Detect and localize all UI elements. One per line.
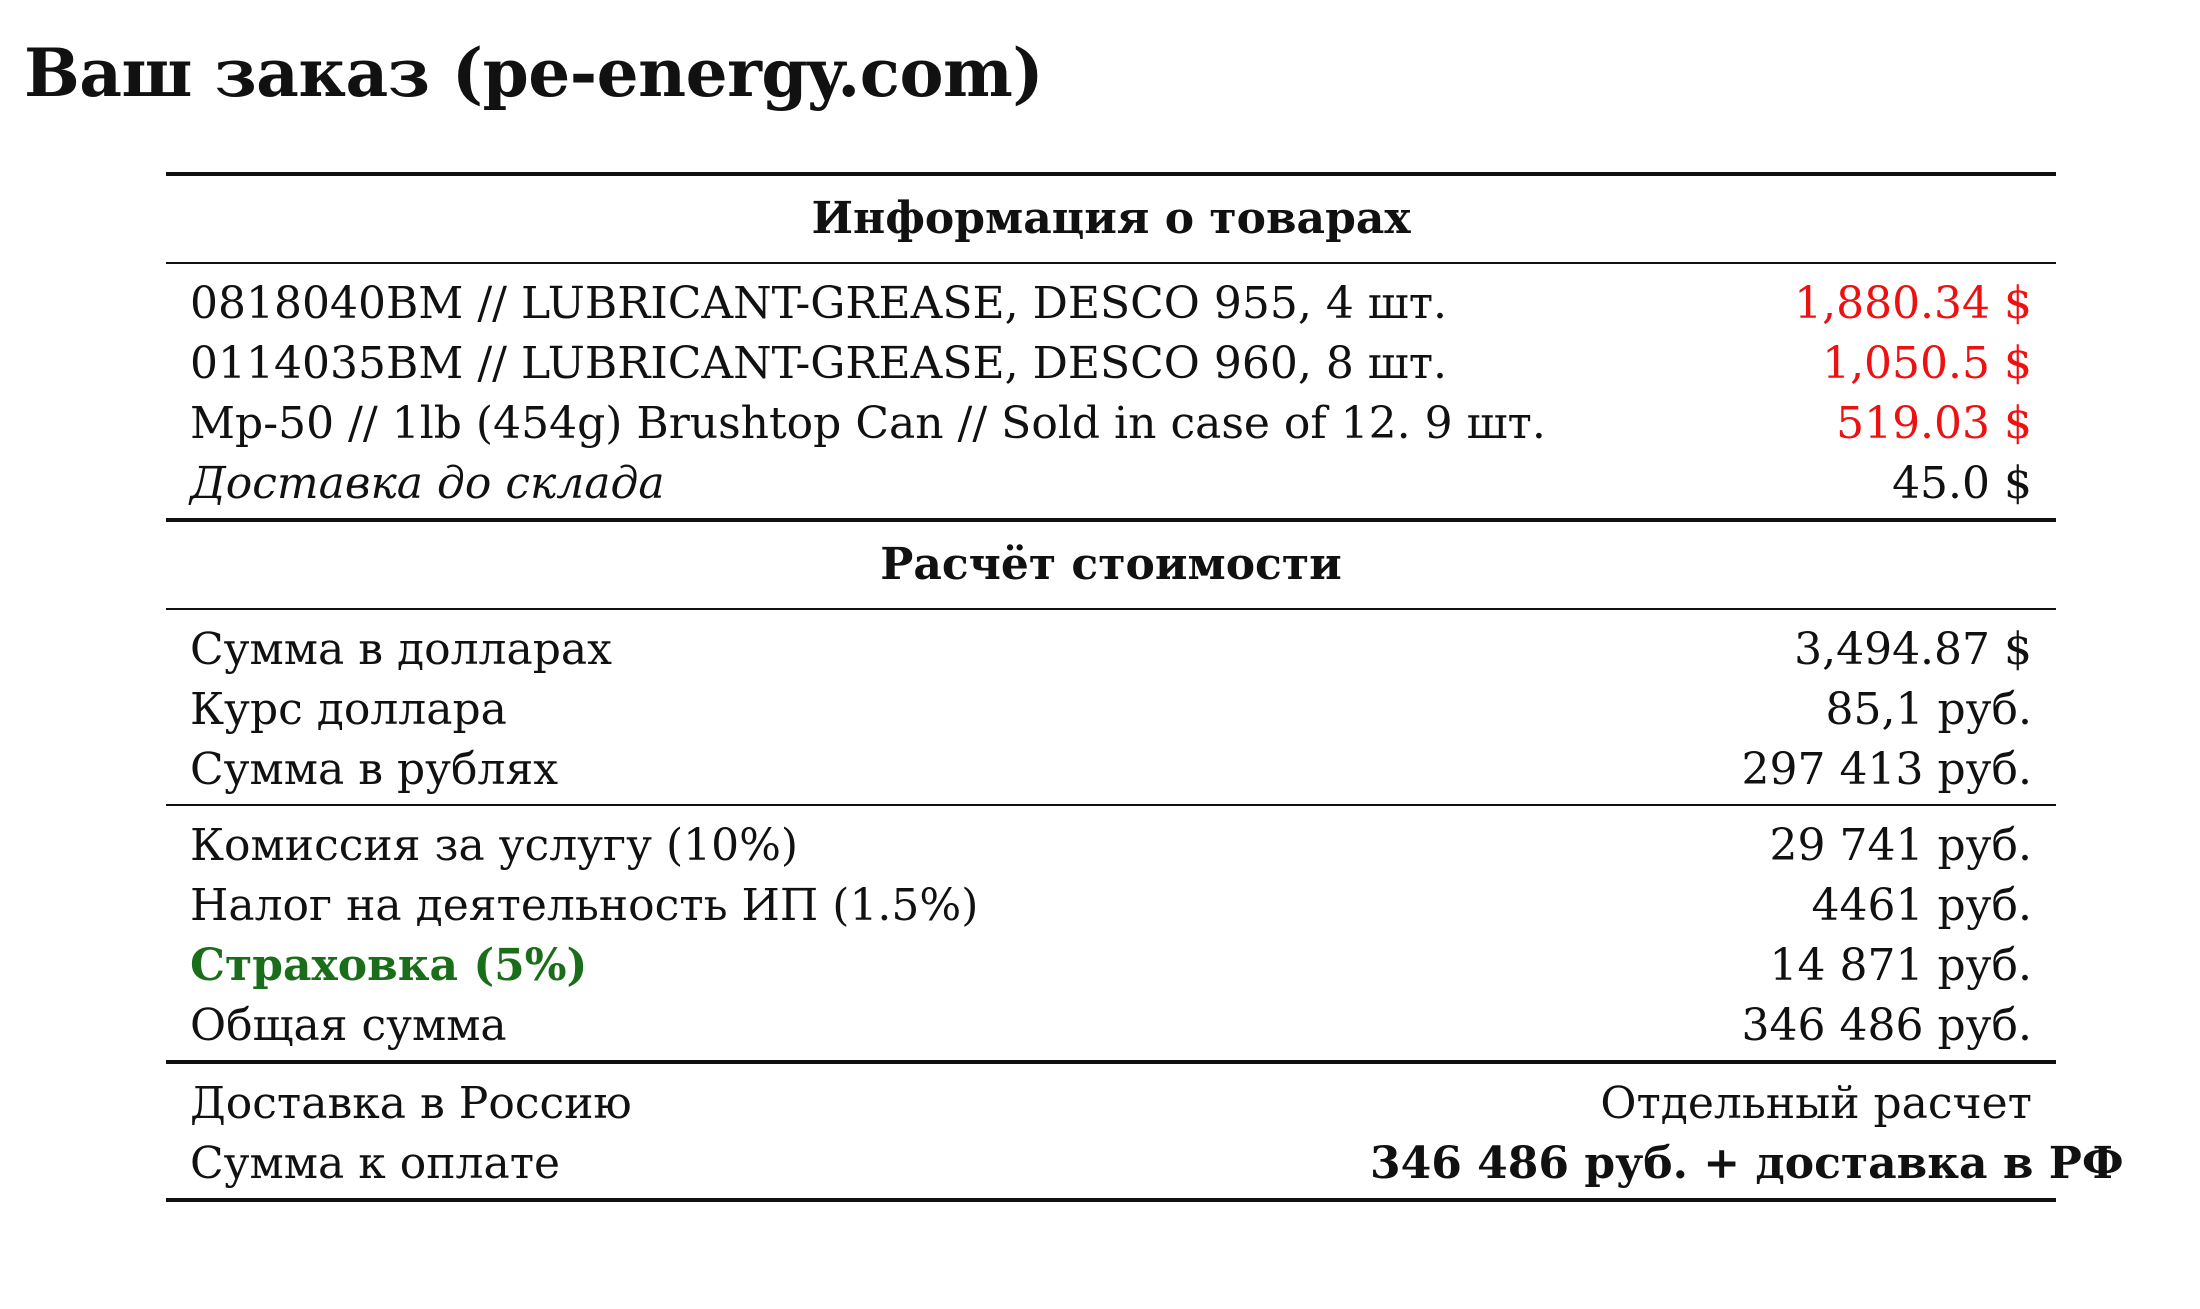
- sum-usd-label: Сумма в долларах: [190, 624, 612, 675]
- commission-label: Комиссия за услугу (10%): [190, 820, 799, 871]
- calc-section-header: Расчёт стоимости: [880, 539, 1342, 590]
- product-label: 0818040BM // LUBRICANT-GREASE, DESCO 955, 4 шт.: [190, 278, 1448, 329]
- product-label: Mp-50 // 1lb (454g) Brushtop Can // Sold in case of 12. 9 шт.: [190, 398, 1546, 449]
- product-price: 1,880.34 $: [1794, 278, 2033, 329]
- warehouse-delivery-row: [166, 454, 2056, 520]
- product-row: [166, 334, 2056, 394]
- russia-delivery-row: [166, 1062, 2056, 1134]
- sum-usd-row: [166, 609, 2056, 680]
- page-title: Ваш заказ (pe-energy.com): [24, 34, 1044, 112]
- warehouse-delivery-price: 45.0 $: [1892, 458, 2033, 509]
- sum-rub-label: Сумма в рублях: [190, 744, 559, 795]
- order-table: [166, 172, 2124, 1202]
- to-pay-value: 346 486 руб. + доставка в РФ: [1370, 1138, 2124, 1189]
- rate-label: Курс доллара: [190, 684, 507, 735]
- russia-delivery-label: Доставка в Россию: [190, 1078, 632, 1129]
- total-row: [166, 996, 2056, 1062]
- sum-rub-row: [166, 740, 2056, 805]
- warehouse-delivery-label: Доставка до склада: [190, 458, 665, 509]
- insurance-row: [166, 936, 2056, 996]
- product-row: [166, 263, 2056, 334]
- insurance-value: 14 871 руб.: [1769, 940, 2033, 991]
- rate-row: [166, 680, 2056, 740]
- product-label: 0114035BM // LUBRICANT-GREASE, DESCO 960, 8 шт.: [190, 338, 1448, 389]
- commission-value: 29 741 руб.: [1769, 820, 2033, 871]
- to-pay-label: Сумма к оплате: [190, 1138, 561, 1189]
- products-header-row: [166, 174, 2056, 263]
- total-value: 346 486 руб.: [1741, 1000, 2033, 1051]
- tax-row: [166, 876, 2056, 936]
- products-section-header: Информация о товарах: [811, 193, 1411, 244]
- commission-row: [166, 805, 2056, 876]
- calc-header-row: [166, 520, 2056, 609]
- product-price: 519.03 $: [1836, 398, 2033, 449]
- to-pay-row: [166, 1134, 2056, 1200]
- tax-value: 4461 руб.: [1811, 880, 2033, 931]
- product-price: 1,050.5 $: [1822, 338, 2033, 389]
- product-row: [166, 394, 2056, 454]
- total-label: Общая сумма: [190, 1000, 507, 1051]
- sum-usd-value: 3,494.87 $: [1794, 624, 2033, 675]
- russia-delivery-value: Отдельный расчет: [1600, 1078, 2033, 1129]
- insurance-label: Страховка (5%): [190, 940, 588, 991]
- tax-label: Налог на деятельность ИП (1.5%): [190, 880, 979, 931]
- sum-rub-value: 297 413 руб.: [1741, 744, 2033, 795]
- rate-value: 85,1 руб.: [1825, 684, 2033, 735]
